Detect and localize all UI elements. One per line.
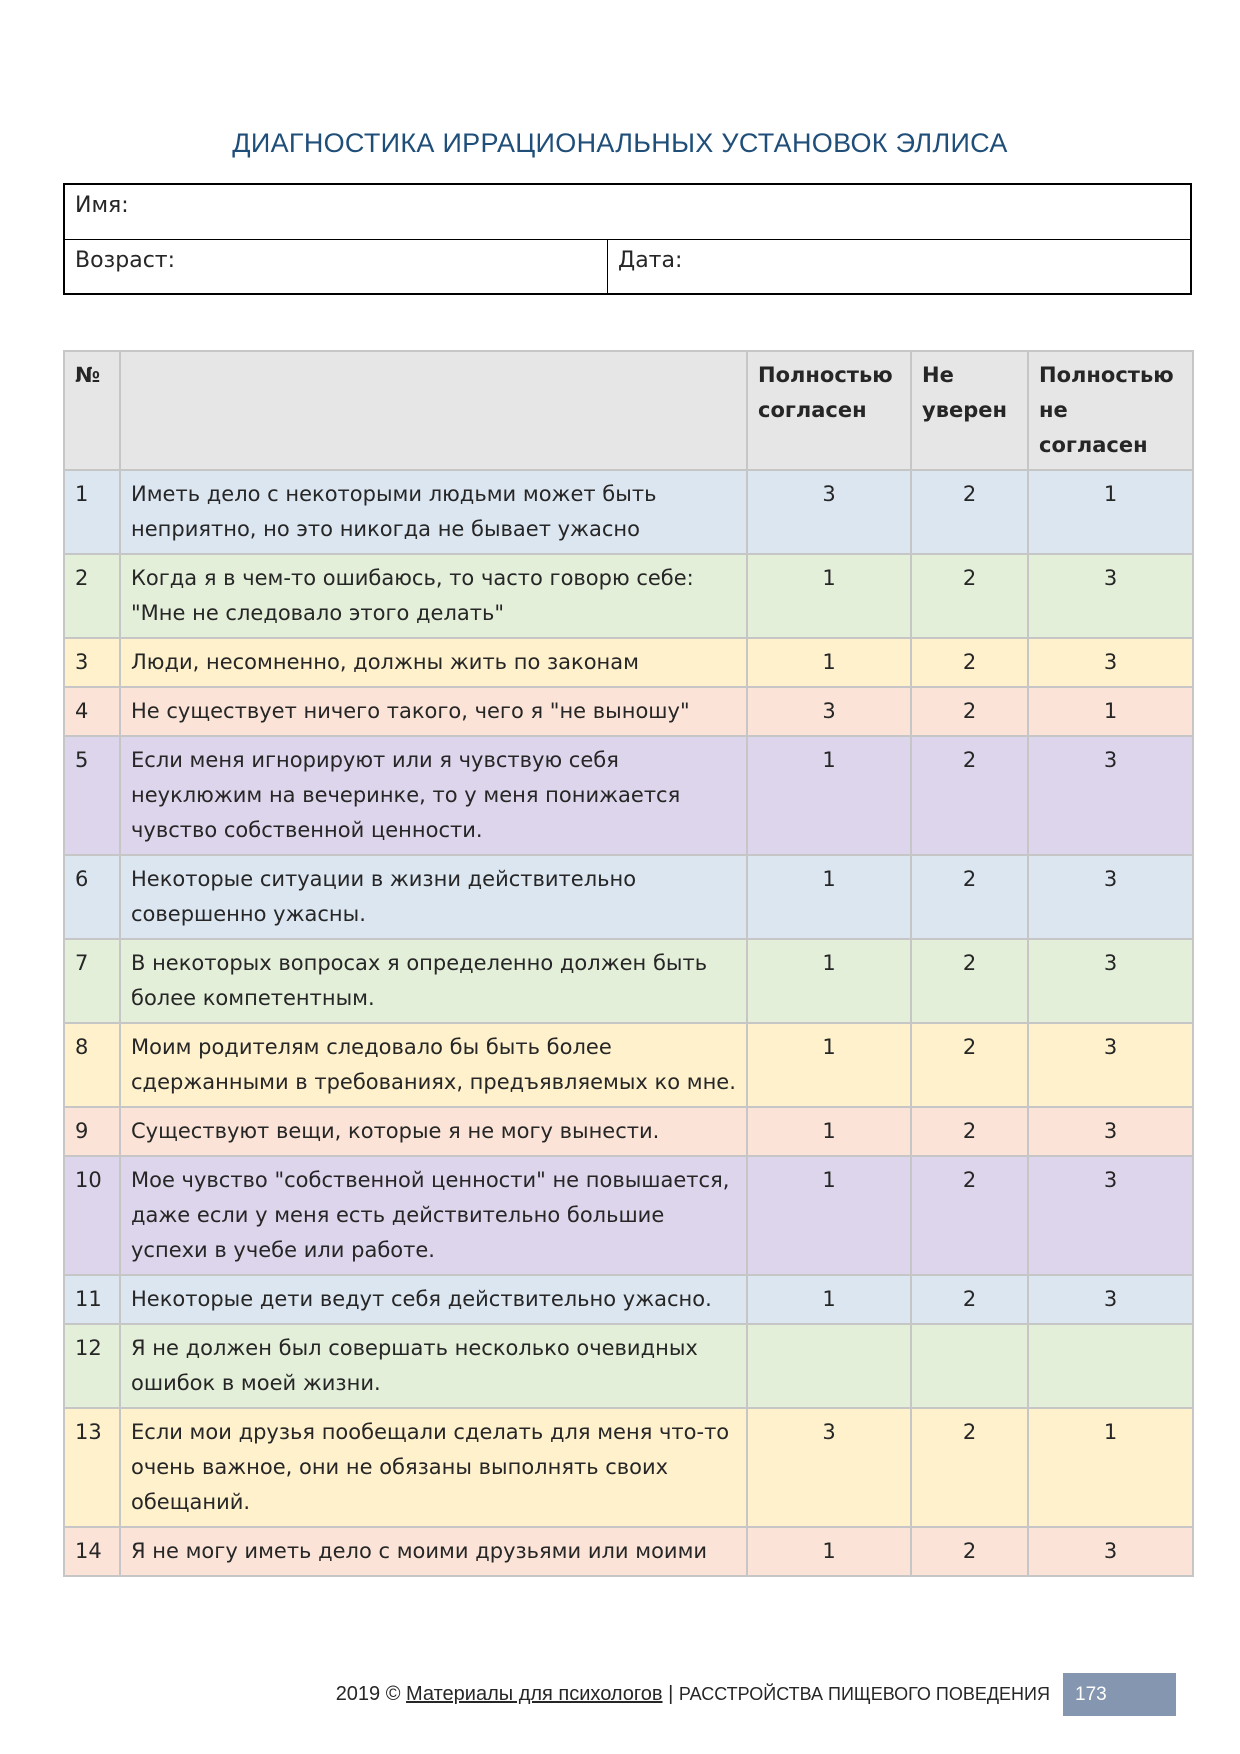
score-agree[interactable]: 1 [747, 1275, 911, 1324]
page-footer [0, 1673, 1240, 1718]
row-number: 12 [64, 1324, 120, 1408]
row-number: 1 [64, 470, 120, 554]
score-disagree[interactable]: 3 [1028, 1275, 1193, 1324]
score-agree[interactable]: 1 [747, 939, 911, 1023]
score-disagree[interactable]: 1 [1028, 470, 1193, 554]
row-number: 13 [64, 1408, 120, 1527]
score-disagree[interactable]: 3 [1028, 736, 1193, 855]
score-agree[interactable]: 1 [747, 1023, 911, 1107]
score-unsure[interactable]: 2 [911, 1107, 1028, 1156]
table-row [64, 554, 1193, 638]
score-unsure[interactable]: 2 [911, 1527, 1028, 1576]
row-statement: Существуют вещи, которые я не могу вынести. [120, 1107, 747, 1156]
row-number: 9 [64, 1107, 120, 1156]
score-disagree[interactable]: 3 [1028, 939, 1193, 1023]
row-number: 7 [64, 939, 120, 1023]
score-agree[interactable]: 1 [747, 1107, 911, 1156]
table-row [64, 1156, 1193, 1275]
table-row [64, 1023, 1193, 1107]
row-statement: Я не должен был совершать несколько очевидных ошибок в моей жизни. [120, 1324, 747, 1408]
score-agree[interactable] [747, 1324, 911, 1408]
score-unsure[interactable]: 2 [911, 687, 1028, 736]
score-unsure[interactable]: 2 [911, 855, 1028, 939]
score-unsure[interactable]: 2 [911, 1275, 1028, 1324]
row-statement: Люди, несомненно, должны жить по законам [120, 638, 747, 687]
score-agree[interactable]: 1 [747, 554, 911, 638]
table-row [64, 687, 1193, 736]
footer-link[interactable]: Материалы для психологов [406, 1683, 663, 1705]
age-label: Возраст: [75, 248, 176, 273]
score-agree[interactable]: 1 [747, 638, 911, 687]
footer-section: РАССТРОЙСТВА ПИЩЕВОГО ПОВЕДЕНИЯ [678, 1684, 1050, 1704]
row-statement: Не существует ничего такого, чего я "не выношу" [120, 687, 747, 736]
score-disagree[interactable]: 3 [1028, 1156, 1193, 1275]
row-statement: Если меня игнорируют или я чувствую себя неуклюжим на вечеринке, то у меня понижается чувство собственной ценности. [120, 736, 747, 855]
score-disagree[interactable]: 3 [1028, 1107, 1193, 1156]
row-statement: Некоторые ситуации в жизни действительно совершенно ужасны. [120, 855, 747, 939]
table-row [64, 638, 1193, 687]
score-agree[interactable]: 1 [747, 1527, 911, 1576]
score-unsure[interactable]: 2 [911, 1023, 1028, 1107]
footer-year: 2019 © [335, 1683, 401, 1705]
row-statement: В некоторых вопросах я определенно должен быть более компетентным. [120, 939, 747, 1023]
score-disagree[interactable]: 3 [1028, 638, 1193, 687]
header-unsure: Не уверен [911, 351, 1028, 470]
row-number: 2 [64, 554, 120, 638]
row-statement: Когда я в чем-то ошибаюсь, то часто говорю себе: "Мне не следовало этого делать" [120, 554, 747, 638]
table-row [64, 855, 1193, 939]
score-agree[interactable]: 3 [747, 687, 911, 736]
row-statement: Если мои друзья пообещали сделать для меня что-то очень важное, они не обязаны выполнять своих обещаний. [120, 1408, 747, 1527]
header-number: № [64, 351, 120, 470]
score-agree[interactable]: 3 [747, 1408, 911, 1527]
score-disagree[interactable]: 3 [1028, 554, 1193, 638]
header-disagree: Полностью не согласен [1028, 351, 1193, 470]
header-statement [120, 351, 747, 470]
score-unsure[interactable]: 2 [911, 638, 1028, 687]
respondent-info-box [63, 183, 1192, 295]
score-disagree[interactable]: 3 [1028, 1023, 1193, 1107]
table-row [64, 1275, 1193, 1324]
row-number: 14 [64, 1527, 120, 1576]
score-agree[interactable]: 1 [747, 855, 911, 939]
row-number: 11 [64, 1275, 120, 1324]
page-title: ДИАГНОСТИКА ИРРАЦИОНАЛЬНЫХ УСТАНОВОК ЭЛЛИСА [232, 128, 1008, 158]
table-row [64, 470, 1193, 554]
footer-separator: | [668, 1683, 674, 1705]
table-row [64, 1107, 1193, 1156]
score-unsure[interactable]: 2 [911, 1156, 1028, 1275]
row-number: 10 [64, 1156, 120, 1275]
row-number: 8 [64, 1023, 120, 1107]
row-number: 4 [64, 687, 120, 736]
score-unsure[interactable]: 2 [911, 554, 1028, 638]
table-row [64, 939, 1193, 1023]
table-row [64, 1527, 1193, 1576]
score-unsure[interactable]: 2 [911, 1408, 1028, 1527]
score-agree[interactable]: 3 [747, 470, 911, 554]
score-agree[interactable]: 1 [747, 736, 911, 855]
date-field[interactable] [608, 240, 1190, 295]
score-disagree[interactable]: 1 [1028, 687, 1193, 736]
age-field[interactable] [65, 240, 608, 295]
score-unsure[interactable]: 2 [911, 470, 1028, 554]
table-row [64, 736, 1193, 855]
table-header-row [64, 351, 1193, 470]
score-disagree[interactable] [1028, 1324, 1193, 1408]
table-row [64, 1324, 1193, 1408]
row-number: 3 [64, 638, 120, 687]
page-number: 173 [1063, 1673, 1176, 1716]
row-statement: Некоторые дети ведут себя действительно ужасно. [120, 1275, 747, 1324]
questionnaire-table [63, 350, 1194, 1577]
row-statement: Иметь дело с некоторыми людьми может быть неприятно, но это никогда не бывает ужасно [120, 470, 747, 554]
row-number: 6 [64, 855, 120, 939]
row-statement: Я не могу иметь дело с моими друзьями или моими [120, 1527, 747, 1576]
score-disagree[interactable]: 3 [1028, 855, 1193, 939]
row-statement: Моим родителям следовало бы быть более сдержанными в требованиях, предъявляемых ко мне. [120, 1023, 747, 1107]
score-unsure[interactable]: 2 [911, 736, 1028, 855]
table-row [64, 1408, 1193, 1527]
row-number: 5 [64, 736, 120, 855]
name-field[interactable] [65, 185, 1190, 240]
score-disagree[interactable]: 1 [1028, 1408, 1193, 1527]
name-label: Имя: [75, 193, 129, 218]
header-agree: Полностью согласен [747, 351, 911, 470]
score-unsure[interactable] [911, 1324, 1028, 1408]
score-agree[interactable]: 1 [747, 1156, 911, 1275]
score-unsure[interactable]: 2 [911, 939, 1028, 1023]
date-label: Дата: [618, 248, 683, 273]
row-statement: Мое чувство "собственной ценности" не повышается, даже если у меня есть действительно большие успехи в учебе или работе. [120, 1156, 747, 1275]
score-disagree[interactable]: 3 [1028, 1527, 1193, 1576]
